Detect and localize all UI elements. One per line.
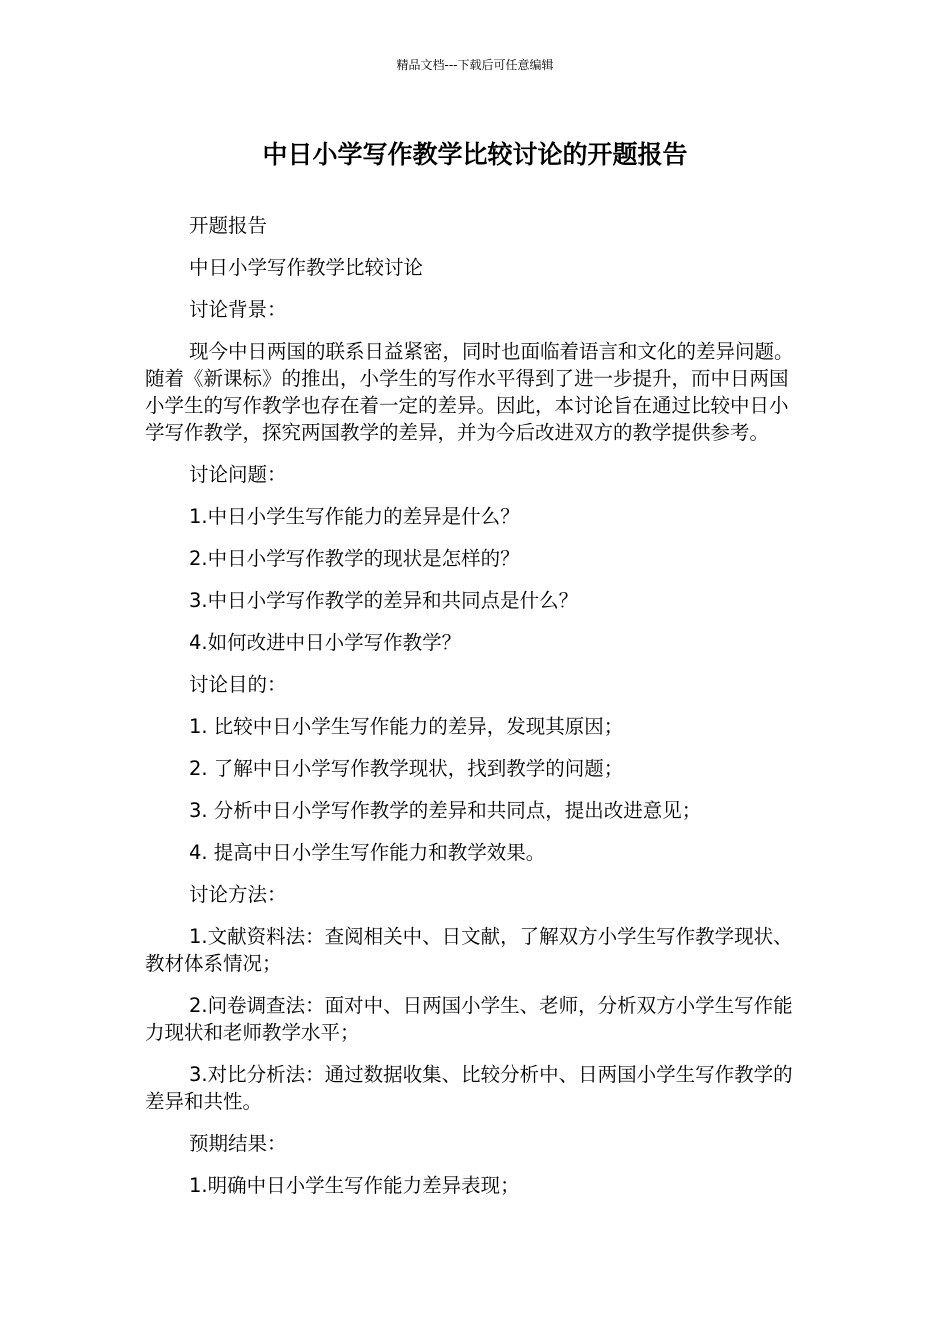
goal-item: 2. 了解中日小学写作教学现状，找到教学的问题； [189,757,624,780]
paragraph-subject: 中日小学写作教学比较讨论 [189,256,424,279]
question-item: 1.中日小学生写作能力的差异是什么？ [189,505,520,528]
goal-item: 4. 提高中日小学生写作能力和教学效果。 [189,841,546,864]
page-header-note: 精品文档---下载后可任意编辑 [396,58,554,72]
section-heading-questions: 讨论问题： [189,463,287,486]
goal-item: 1. 比较中日小学生写作能力的差异，发现其原因； [189,715,624,738]
section-heading-results: 预期结果： [189,1132,287,1155]
goal-item: 3. 分析中日小学写作教学的差异和共同点，提出改进意见； [189,799,702,822]
question-item: 3.中日小学写作教学的差异和共同点是什么？ [189,589,579,612]
paragraph-heading-report: 开题报告 [189,214,268,237]
section-heading-methods: 讨论方法： [189,883,287,906]
document-body [145,212,795,1214]
method-item: 2.问卷调查法：面对中、日两国小学生、老师，分析双方小学生写作能力现状和老师教学水平； [145,994,793,1044]
paragraph-background: 现今中日两国的联系日益紧密，同时也面临着语言和文化的差异问题。随着《新课标》的推出，小学生的写作水平得到了进一步提升，而中日两国小学生的写作教学也存在着一定的差异。因此，本讨论旨在通过比较中日小学写作教学，探究两国教学的差异，并为今后改进双方的教学提供参考。 [145,340,794,444]
method-item: 3.对比分析法：通过数据收集、比较分析中、日两国小学生写作教学的差异和共性。 [145,1063,793,1113]
document-title: 中日小学写作教学比较讨论的开题报告 [262,140,688,169]
question-item: 4.如何改进中日小学写作教学？ [189,631,462,654]
question-item: 2.中日小学写作教学的现状是怎样的？ [189,547,520,570]
method-item: 1.文献资料法：查阅相关中、日文献，了解双方小学生写作教学现状、教材体系情况； [145,925,793,975]
section-heading-goals: 讨论目的： [189,673,287,696]
section-heading-background: 讨论背景： [189,298,287,321]
result-item: 1.明确中日小学生写作能力差异表现； [189,1174,520,1197]
